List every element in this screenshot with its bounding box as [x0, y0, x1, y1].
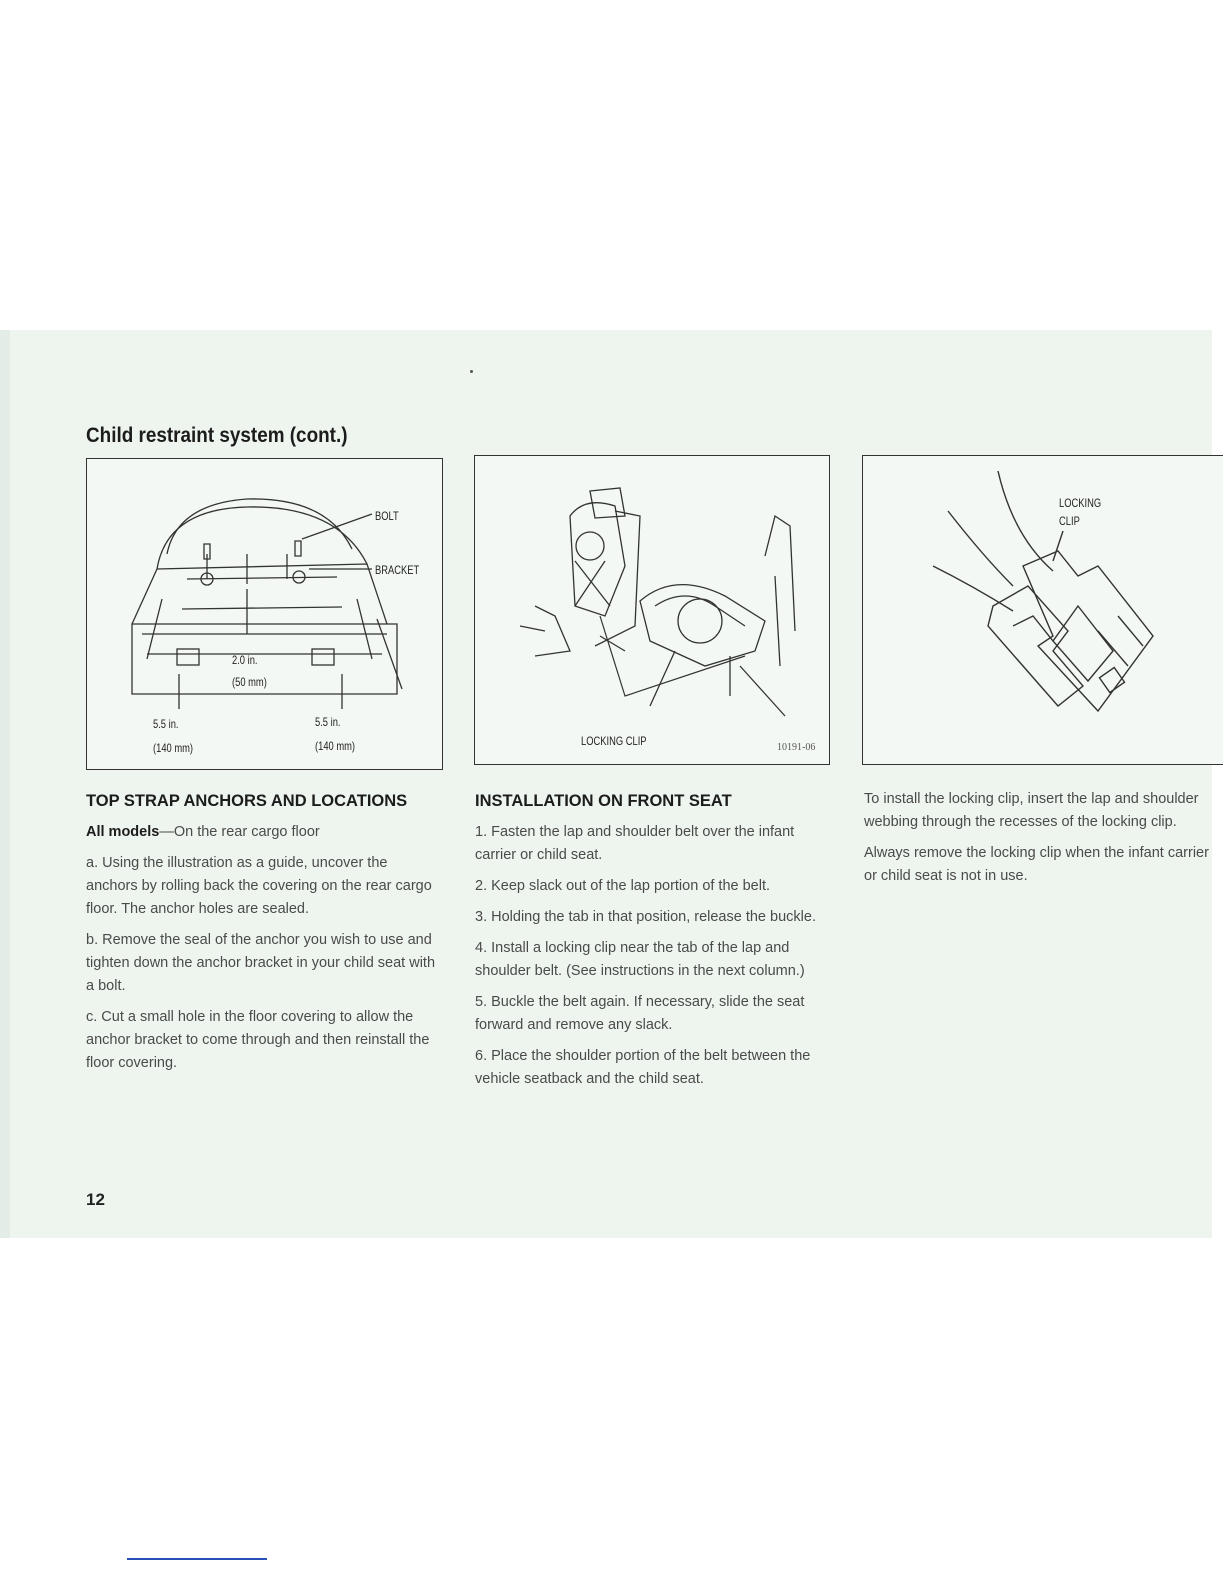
center-distance-in: 2.0 in. [232, 653, 258, 667]
locking-clip-label: LOCKING CLIP [581, 734, 647, 748]
step-4: 4. Install a locking clip near the tab of the lap and shoulder belt. (See instructions in the next column.) [475, 940, 805, 979]
page-title: Child restraint system (cont.) [86, 424, 348, 447]
clip-instruction-1: To install the locking clip, insert the lap and shoulder webbing through the recesses of the locking clip. [864, 791, 1199, 830]
clip-label-line1: LOCKING [1059, 496, 1102, 510]
page-number: 12 [86, 1190, 105, 1209]
center-distance-mm: (50 mm) [232, 675, 267, 689]
step-c: c. Cut a small hole in the floor covering to allow the anchor bracket to come through and then reinstall the floor covering. [86, 1009, 430, 1071]
section-heading: TOP STRAP ANCHORS AND LOCATIONS [86, 792, 408, 810]
step-5: 5. Buckle the belt again. If necessary, slide the seat forward and remove any slack. [475, 994, 805, 1033]
right-distance-mm: (140 mm) [315, 739, 356, 753]
models-line [86, 821, 441, 844]
column-top-strap [86, 790, 441, 1083]
step-b: b. Remove the seal of the anchor you wish to use and tighten down the anchor bracket in your child seat with a bolt. [86, 932, 436, 994]
step-1: 1. Fasten the lap and shoulder belt over the infant carrier or child seat. [475, 824, 795, 863]
print-speck [470, 370, 473, 373]
page-edge [0, 330, 10, 1238]
cargo-area-illustration [87, 459, 442, 769]
bolt-label: BOLT [375, 509, 399, 523]
column-locking-clip [864, 788, 1212, 896]
step-2: 2. Keep slack out of the lap portion of the belt. [475, 878, 771, 894]
left-distance-in: 5.5 in. [153, 717, 179, 731]
clip-instruction-2: Always remove the locking clip when the infant carrier or child seat is not in use. [864, 845, 1209, 884]
column-front-seat [475, 790, 830, 1099]
column-clip-clip [864, 788, 1212, 988]
clip-label-line2: CLIP [1059, 514, 1080, 528]
step-3: 3. Holding the tab in that position, release the buckle. [475, 909, 816, 925]
right-distance-in: 5.5 in. [315, 715, 341, 729]
step-a: a. Using the illustration as a guide, uncover the anchors by rolling back the covering on the rear cargo floor. The anchor holes are sealed. [86, 855, 432, 917]
anchor-locations-figure [86, 458, 443, 770]
step-6: 6. Place the shoulder portion of the belt between the vehicle seatback and the child seat. [475, 1048, 811, 1087]
left-distance-mm: (140 mm) [153, 741, 194, 755]
figure-code: 10191-06 [777, 742, 816, 753]
front-seat-illustration [475, 456, 829, 764]
models-label: All models [86, 824, 160, 840]
manual-page [0, 330, 1212, 1238]
bracket-label: BRACKET [375, 563, 420, 577]
front-seat-figure [474, 455, 830, 765]
locking-clip-illustration [863, 456, 1213, 764]
locking-clip-figure [862, 455, 1223, 765]
link-underline [127, 1558, 267, 1560]
models-text: —On the rear cargo floor [159, 824, 320, 840]
section-heading: INSTALLATION ON FRONT SEAT [475, 792, 732, 810]
